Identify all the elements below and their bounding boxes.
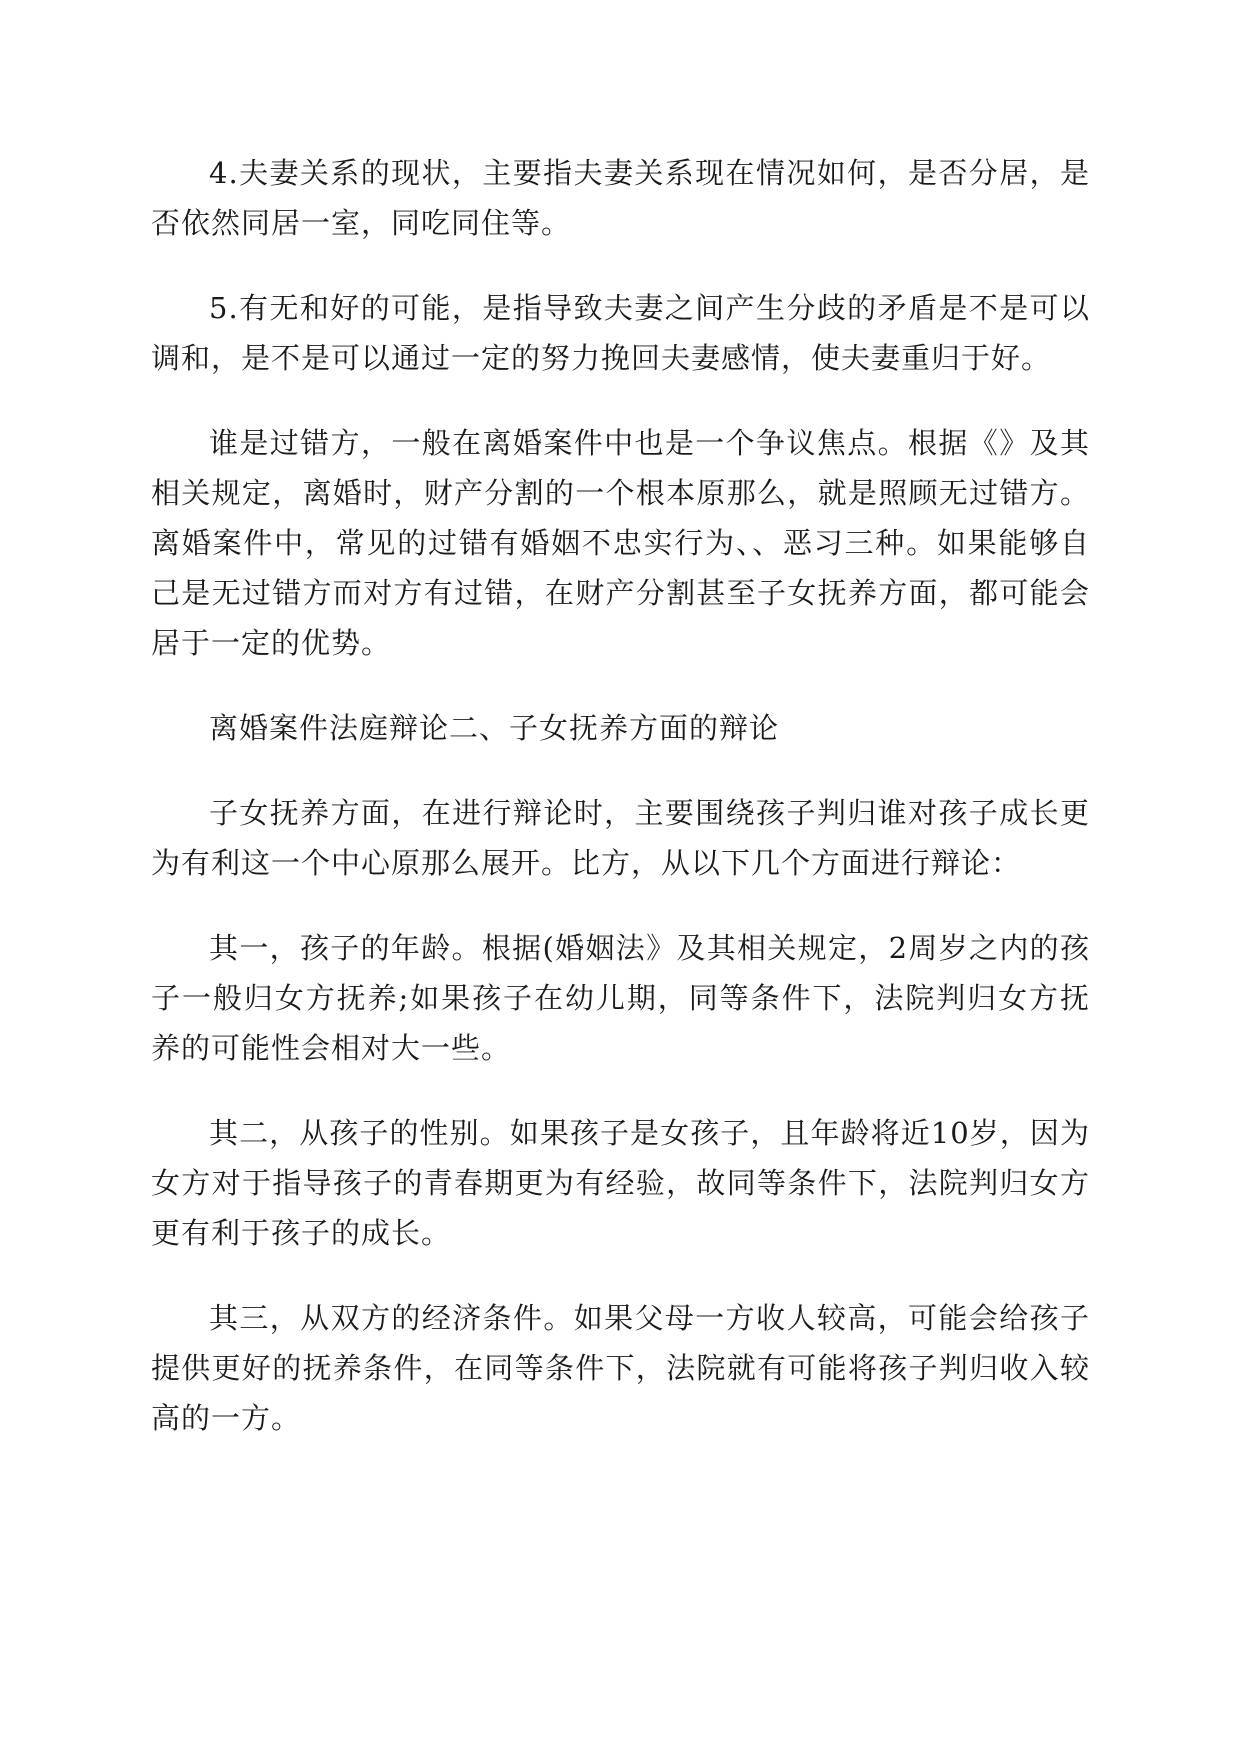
paragraph-custody-intro: 子女抚养方面，在进行辩论时，主要围绕孩子判归谁对孩子成长更为有利这一个中心原那么展开。比方，从以下几个方面进行辩论：	[151, 796, 1090, 880]
paragraph-child-age: 其一，孩子的年龄。根据(婚姻法》及其相关规定，2周岁之内的孩子一般归女方抚养;如果孩子在幼儿期，同等条件下，法院判归女方抚养的可能性会相对大一些。	[151, 931, 1090, 1065]
section-heading-child-custody: 离婚案件法庭辩论二、子女抚养方面的辩论	[209, 711, 780, 745]
paragraph-economic-conditions: 其三，从双方的经济条件。如果父母一方收人较高，可能会给孩子提供更好的抚养条件，在同等条件下，法院就有可能将孩子判归收入较高的一方。	[151, 1301, 1090, 1435]
paragraph-4-relationship-status: 4.夫妻关系的现状，主要指夫妻关系现在情况如何，是否分居，是否依然同居一室，同吃同住等。	[151, 156, 1090, 240]
document-page	[151, 148, 1090, 1478]
paragraph-5-reconciliation: 5.有无和好的可能，是指导致夫妻之间产生分歧的矛盾是不是可以调和，是不是可以通过一定的努力挽回夫妻感情，使夫妻重归于好。	[151, 291, 1090, 375]
paragraph-fault-party: 谁是过错方，一般在离婚案件中也是一个争议焦点。根据《》及其相关规定，离婚时，财产分割的一个根本原那么，就是照顾无过错方。离婚案件中，常见的过错有婚姻不忠实行为、、恶习三种。如果能够自己是无过错方而对方有过错，在财产分割甚至子女抚养方面，都可能会居于一定的优势。	[151, 426, 1090, 660]
paragraph-child-gender: 其二，从孩子的性别。如果孩子是女孩子，且年龄将近10岁，因为女方对于指导孩子的青春期更为有经验，故同等条件下，法院判归女方更有利于孩子的成长。	[151, 1116, 1090, 1250]
